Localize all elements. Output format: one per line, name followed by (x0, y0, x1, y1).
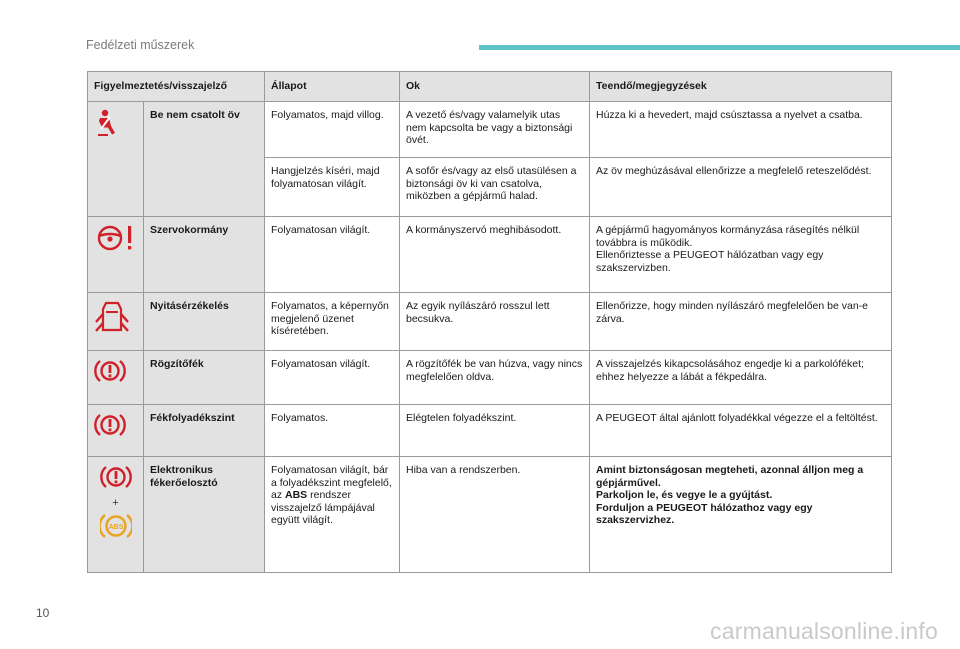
icon-cell (88, 457, 144, 573)
seatbelt-icon (94, 128, 120, 140)
table-row (88, 351, 892, 405)
cause-cell: Hiba van a rendszerben. (400, 457, 590, 573)
header-accent-bar (479, 45, 960, 50)
state-cell: Hangjelzés kíséri, majd folyamatosan világít. (265, 158, 400, 217)
icon-cell (88, 351, 144, 405)
state-cell: Folyamatos, a képernyőn megjelenő üzenet kíséretében. (265, 293, 400, 351)
door-open-icon (94, 325, 130, 337)
table-row (88, 102, 892, 158)
warning-name: Rögzítőfék (144, 351, 265, 405)
plus-sign: + (112, 496, 119, 509)
column-header-cause: Ok (400, 72, 590, 102)
cause-cell: Az egyik nyílászáró rosszul lett becsukva. (400, 293, 590, 351)
brake-warning-icon (94, 375, 126, 387)
watermark: carmanualsonline.info (710, 618, 938, 644)
state-text: Folyamatosan világít, bár a folyadékszint megfelelő, az (271, 464, 392, 501)
state-cell: Folyamatos. (265, 405, 400, 457)
cause-cell: A vezető és/vagy valamelyik utas nem kapcsolta be vagy a biztonsági övét. (400, 102, 590, 158)
icon-cell (88, 217, 144, 293)
action-line: Ellenőriztesse a PEUGEOT hálózatban vagy egy szakszervizben. (596, 249, 824, 274)
icon-cell (88, 102, 144, 217)
warning-name: Szervokormány (144, 217, 265, 293)
action-cell: Húzza ki a hevedert, majd csúsztassa a nyelvet a csatba. (590, 102, 892, 158)
action-cell (590, 457, 892, 573)
brake-warning-icon (94, 429, 126, 441)
abs-label: ABS (285, 489, 308, 501)
cause-cell: A kormányszervó meghibásodott. (400, 217, 590, 293)
icon-cell (88, 405, 144, 457)
svg-text:ABS: ABS (108, 524, 123, 531)
state-text: rendszer visszajelző lámpájával együtt világít. (271, 489, 375, 526)
action-line: Amint biztonságosan megteheti, azonnal álljon meg a gépjárművel. (596, 464, 864, 489)
action-cell: Az öv meghúzásával ellenőrizze a megfelelő reteszelődést. (590, 158, 892, 217)
action-cell (590, 217, 892, 293)
table-row (88, 293, 892, 351)
warning-lamps-table (87, 71, 892, 573)
state-cell (265, 457, 400, 573)
action-cell: A visszajelzés kikapcsolásához engedje ki a parkolóféket; ehhez helyezze a lábát a fékpedálra. (590, 351, 892, 405)
action-line: Forduljon a PEUGEOT hálózathoz vagy egy szakszervizhez. (596, 501, 813, 526)
table-header-row (88, 72, 892, 102)
action-line: Parkoljon le, és vegye le a gyújtást. (596, 489, 773, 501)
state-cell: Folyamatosan világít. (265, 351, 400, 405)
cause-cell: A sofőr és/vagy az első utasülésen a biztonsági öv ki van csatolva, miközben a gépjármű halad. (400, 158, 590, 217)
table-row (88, 405, 892, 457)
action-line: A gépjármű hagyományos kormányzása rásegítés nélkül továbbra is működik. (596, 224, 860, 249)
action-cell: A PEUGEOT által ajánlott folyadékkal végezze el a feltöltést. (590, 405, 892, 457)
warning-name: Nyitásérzékelés (144, 293, 265, 351)
state-cell: Folyamatos, majd villog. (265, 102, 400, 158)
icon-cell (88, 293, 144, 351)
state-cell: Folyamatosan világít. (265, 217, 400, 293)
brake-warning-icon (100, 464, 132, 494)
section-title: Fedélzeti műszerek (86, 38, 195, 52)
table-row (88, 217, 892, 293)
warning-name: Be nem csatolt öv (144, 102, 265, 217)
warning-name: Fékfolyadékszint (144, 405, 265, 457)
table-row (88, 457, 892, 573)
warning-name: Elektronikus fékerőelosztó (144, 457, 265, 573)
page-number: 10 (36, 606, 50, 620)
cause-cell: A rögzítőfék be van húzva, vagy nincs megfelelően oldva. (400, 351, 590, 405)
abs-icon (100, 512, 132, 544)
cause-cell: Elégtelen folyadékszint. (400, 405, 590, 457)
action-cell: Ellenőrizze, hogy minden nyílászáró megfelelően be van-e zárva. (590, 293, 892, 351)
column-header-state: Állapot (265, 72, 400, 102)
column-header-warning: Figyelmeztetés/visszajelző (88, 72, 265, 102)
steering-wheel-warning-icon (94, 243, 142, 255)
column-header-action: Teendő/megjegyzések (590, 72, 892, 102)
